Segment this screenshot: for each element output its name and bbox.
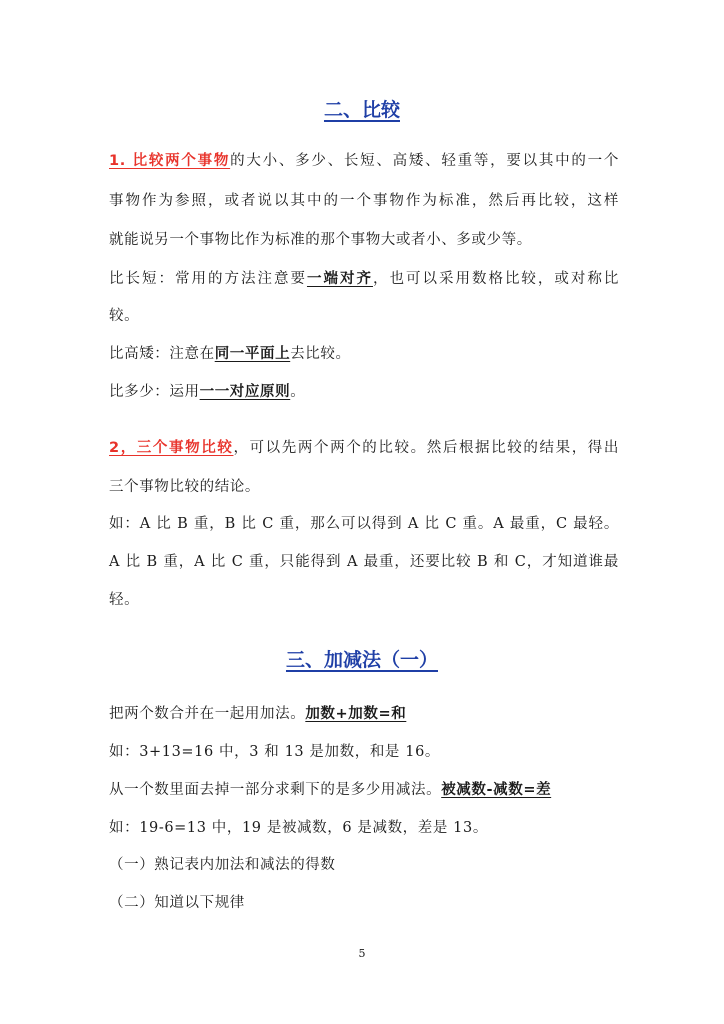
paragraph-1-line-3: 就能说另一个事物比作为标准的那个事物大或者小、多或少等。 [109,232,532,248]
addition-definition: 把两个数合并在一起用加法。加数+加数=和 [109,706,407,722]
subtraction-example: 如：19-6=13 中，19 是被减数，6 是减数，差是 13。 [109,820,488,836]
example-1-line: 如：A 比 B 重，B 比 C 重，那么可以得到 A 比 C 重。A 最重，C 最轻。 [109,516,619,532]
paragraph-1-line-2: 事物作为参照，或者说以其中的一个事物作为标准，然后再比较，这样 [109,193,619,209]
subtraction-formula: 被减数-减数=差 [441,782,552,798]
addition-formula: 加数+加数=和 [305,706,407,722]
key-term-same-plane: 同一平面上 [214,346,291,362]
subtraction-definition: 从一个数里面去掉一部分求剩下的是多少用减法。被减数-减数=差 [109,782,552,798]
page-number: 5 [358,947,366,960]
point-1-label: 1. 比较两个事物 [109,153,231,169]
key-term-one-to-one: 一一对应原则 [199,384,291,400]
section-title-add-subtract: 三、加减法（一） [285,649,438,671]
section-title-compare: 二、比较 [323,99,400,121]
compare-height-line: 比高矮：注意在同一平面上去比较。 [109,346,351,362]
point-2-label: 2，三个事物比较 [109,440,234,456]
compare-length-line: 比长短：常用的方法注意要一端对齐，也可以采用数格比较，或对称比 [109,271,620,287]
key-term-align-one-end: 一端对齐 [306,271,373,287]
compare-quantity-line: 比多少：运用一一对应原则。 [109,384,306,400]
paragraph-2-line-1: 2，三个事物比较，可以先两个两个的比较。然后根据比较的结果，得出 [109,440,620,456]
compare-length-wrap: 较。 [109,308,140,324]
list-item-2: （二）知道以下规律 [109,895,245,911]
paragraph-1-line-1: 1. 比较两个事物的大小、多少、长短、高矮、轻重等，要以其中的一个 [109,153,619,169]
list-item-1: （一）熟记表内加法和减法的得数 [109,857,336,873]
paragraph-2-line-2: 三个事物比较的结论。 [109,479,260,495]
example-2-wrap: 轻。 [109,592,140,608]
example-2-line: A 比 B 重，A 比 C 重，只能得到 A 最重，还要比较 B 和 C，才知道谁最 [109,554,619,570]
addition-example: 如：3+13=16 中，3 和 13 是加数，和是 16。 [109,744,440,760]
